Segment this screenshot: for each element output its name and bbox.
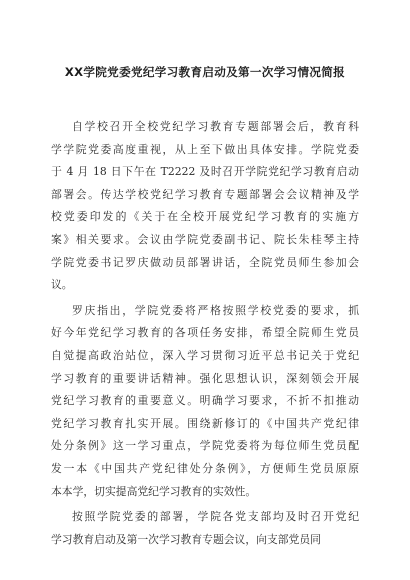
paragraph-line: 党纪学习教育扎实开展。围绕新修订的《中国共产党纪律 bbox=[51, 416, 359, 430]
paragraph bbox=[51, 300, 359, 503]
paragraph-line: 自觉提高政治站位，深入学习贯彻习近平总书记关于党纪 bbox=[51, 348, 359, 362]
paragraph bbox=[51, 116, 359, 297]
paragraph-line: 好今年党纪学习教育的各项任务安排，希望全院师生党员 bbox=[51, 326, 359, 340]
paragraph-line: 议。 bbox=[51, 278, 73, 292]
paragraph-line: 案》相关要求。会议由学院党委副书记、院长朱桂琴主持 bbox=[51, 232, 359, 246]
paragraph-line: 自学校召开全校党纪学习教育专题部署会后，教育科 bbox=[72, 120, 359, 133]
paragraph-line: 本本学，切实提高党纪学习教育的实效性。 bbox=[51, 484, 257, 498]
document-title: XX学院党委党纪学习教育启动及第一次学习情况简报 bbox=[64, 65, 346, 79]
paragraph-line: 校党委印发的《关于在全校开展党纪学习教育的实施方 bbox=[51, 210, 359, 224]
paragraph-line: 部署会。传达学校党纪学习教育专题部署会会议精神及学 bbox=[51, 187, 359, 201]
paragraph bbox=[51, 506, 359, 551]
paragraph-line: 按照学院党委的部署，学院各党支部均及时召开党纪 bbox=[72, 510, 359, 524]
paragraph-line: 处分条例》这一学习重点，学院党委将为每位师生党员配 bbox=[51, 439, 359, 453]
paragraph-line: 学习教育的重要讲话精神。强化思想认识，深刻领会开展 bbox=[51, 371, 359, 385]
paragraph-line: 发一本《中国共产党纪律处分条例》，方便师生党员原原 bbox=[51, 461, 359, 475]
paragraph-line: 党纪学习教育的重要意义。明确学习要求，不折不扣推动 bbox=[51, 394, 359, 408]
document-body bbox=[51, 116, 359, 551]
paragraph-line: 学院党委书记罗庆做动员部署讲话，全院党员师生参加会 bbox=[51, 255, 359, 269]
paragraph-line: 学习教育启动及第一次学习教育专题会议，向支部党员同 bbox=[51, 532, 321, 546]
paragraph-line: 罗庆指出，学院党委将严格按照学校党委的要求，抓 bbox=[72, 303, 359, 317]
paragraph-line: 于 4 月 18 日下午在 T2222 及时召开学院党纪学习教育启动 bbox=[51, 165, 359, 179]
paragraph-line: 学学院党委高度重视，从上至下做出具体安排。学院党委 bbox=[51, 142, 359, 156]
